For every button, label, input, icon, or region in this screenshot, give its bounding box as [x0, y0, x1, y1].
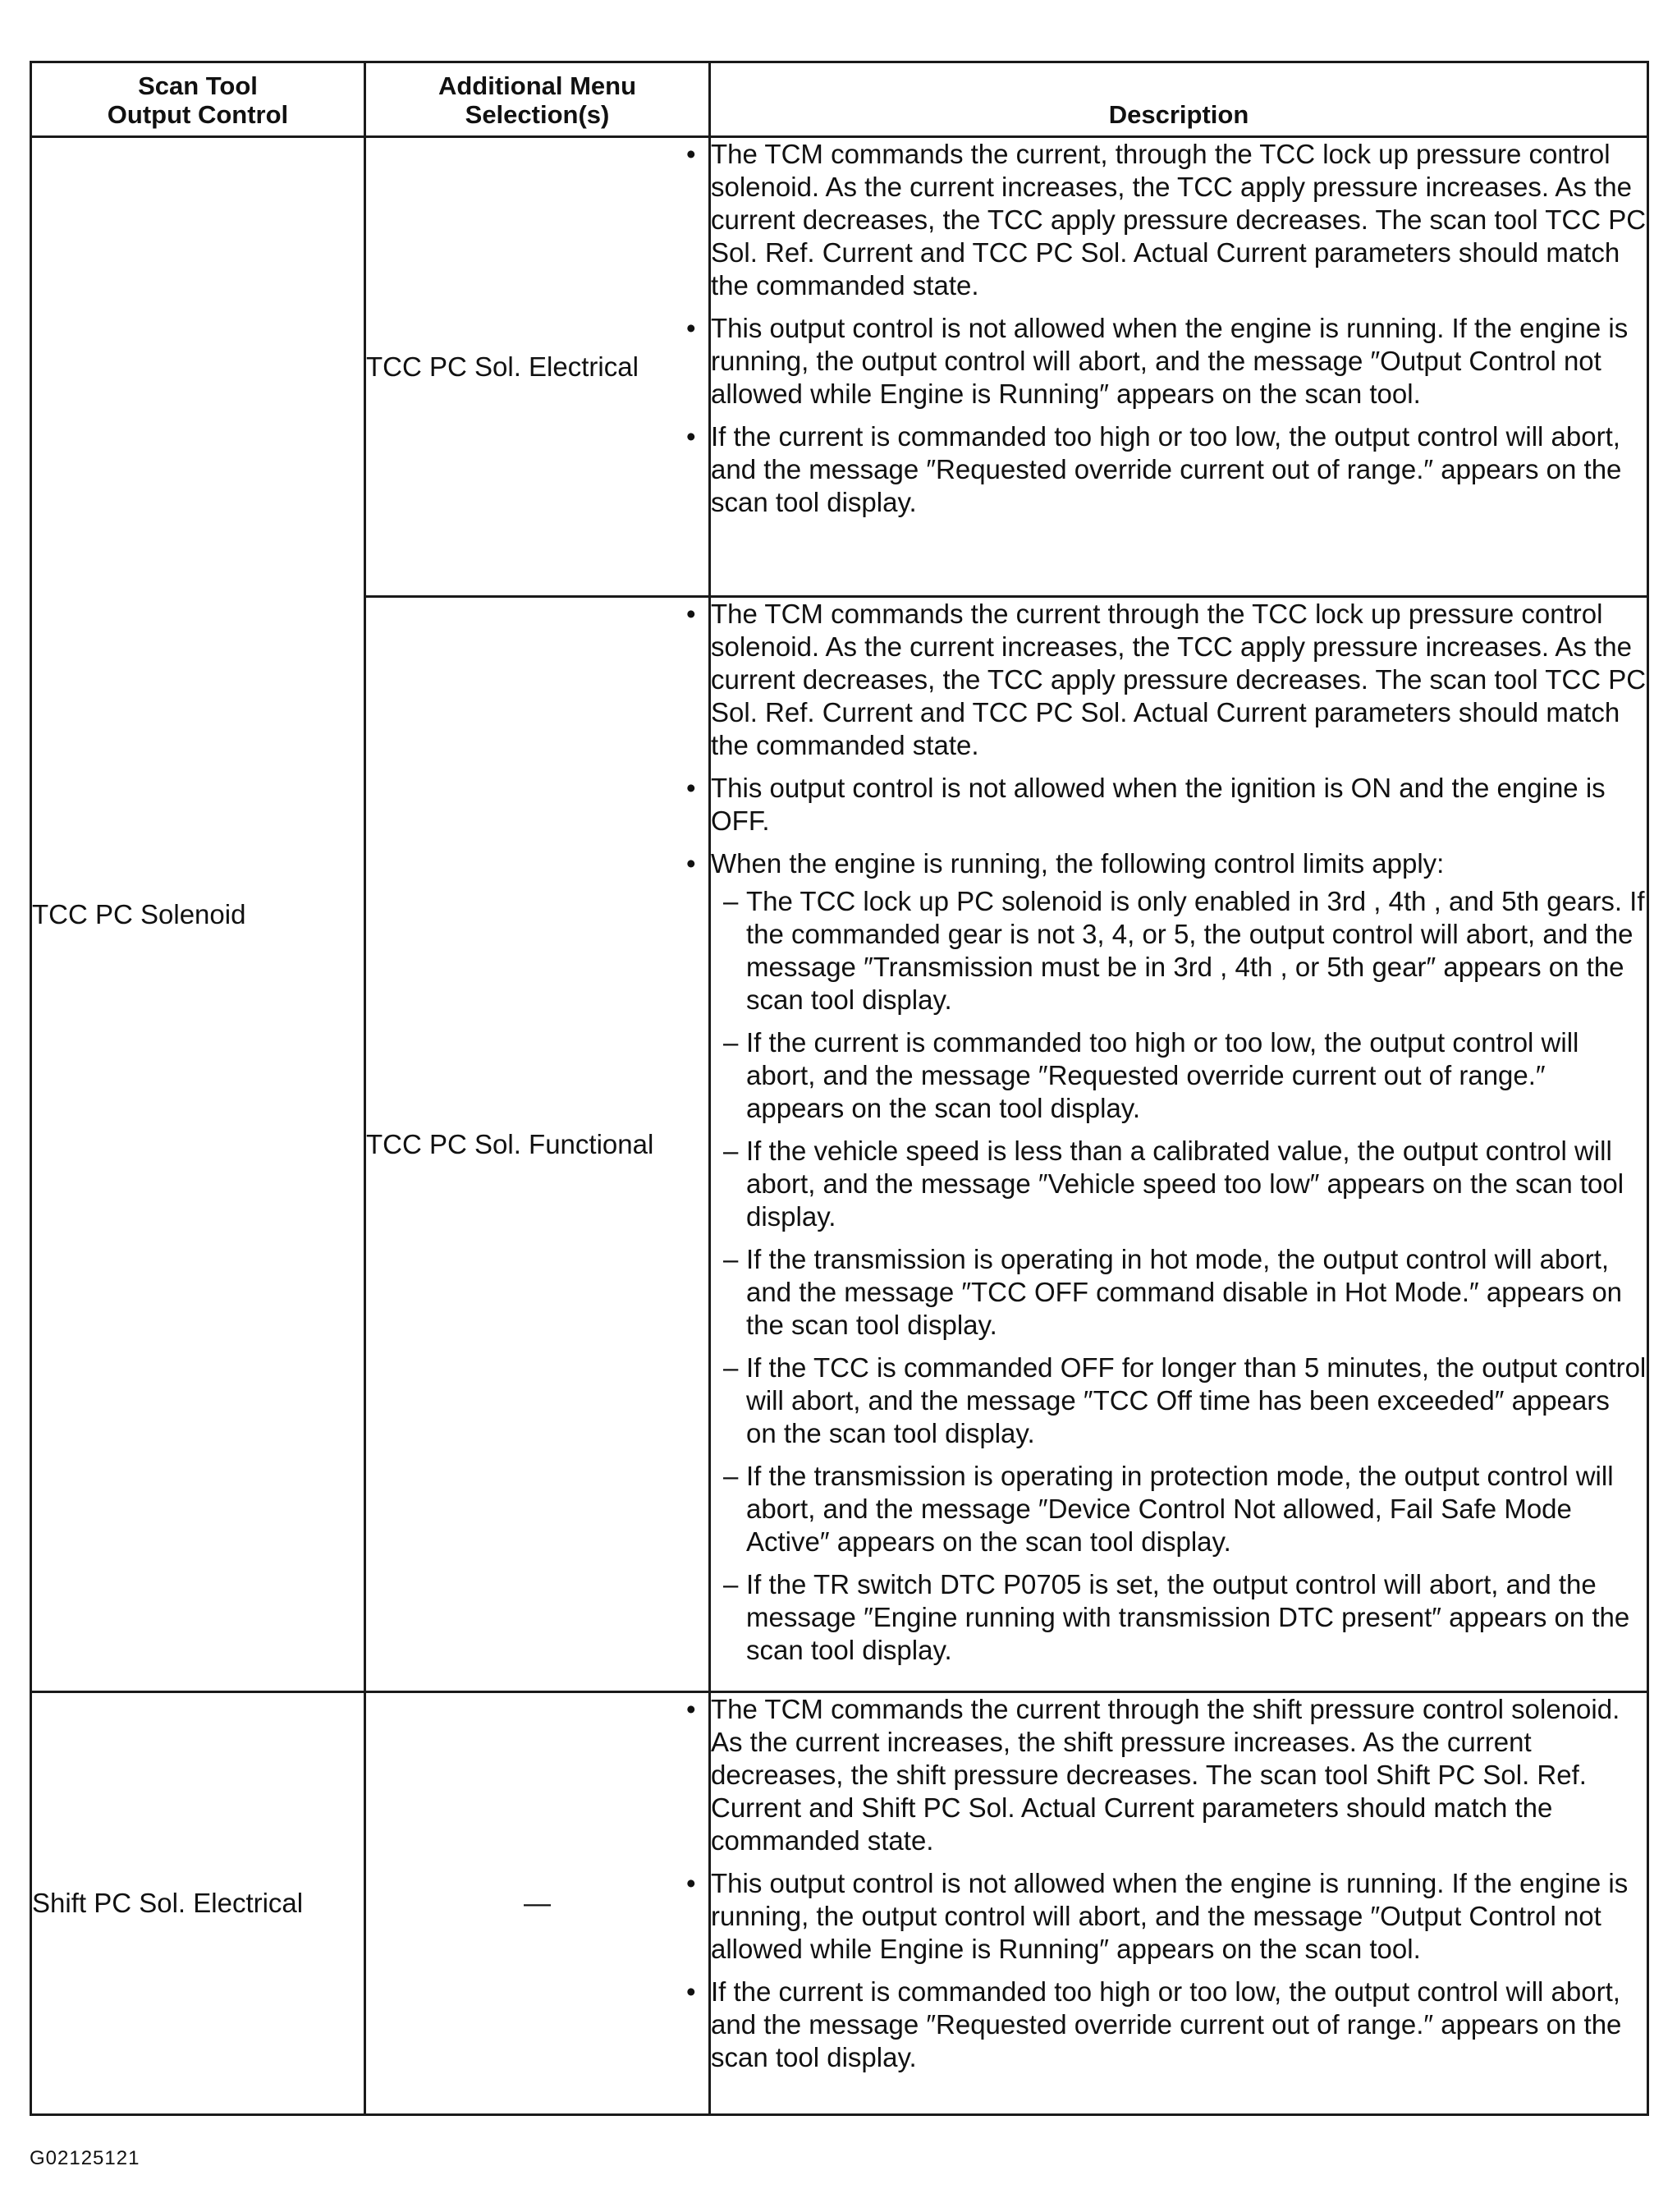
description-list — [711, 598, 1647, 1667]
description-bullet: • If the current is commanded too high or too low, the output control will abort, and the message ″Requested override current out of range.″ appears on the scan tool display. — [711, 1976, 1647, 2074]
output-control-cell — [31, 1692, 365, 2115]
description-bullet: • The TCM commands the current through the TCC lock up pressure control solenoid. As the current increases, the TCC apply pressure increases. As the current decreases, the TCC apply pressure decreases. The scan tool TCC PC Sol. Ref. Current and TCC PC Sol. Actual Current parameters should match the commanded state. — [711, 598, 1647, 762]
description-cell — [710, 137, 1648, 597]
description-cell — [710, 1692, 1648, 2115]
output-control-label: Shift PC Sol. Electrical — [32, 1888, 304, 1918]
control-limit-item: – If the TR switch DTC P0705 is set, the output control will abort, and the message ″Engine running with transmission DTC present″ appears on the scan tool display. — [746, 1568, 1647, 1667]
description-list — [711, 138, 1647, 519]
description-bullet — [711, 847, 1647, 1667]
menu-selection-label: TCC PC Sol. Functional — [366, 1128, 654, 1159]
description-bullet: • This output control is not allowed when the engine is running. If the engine is running, the output control will abort, and the message ″Output Control not allowed while Engine is Running″ appears on the scan tool. — [711, 1867, 1647, 1966]
header-description — [710, 62, 1648, 137]
description-bullet-text: When the engine is running, the following control limits apply: — [711, 848, 1445, 879]
control-limit-item: – If the TCC is commanded OFF for longer than 5 minutes, the output control will abort, and the message ″TCC Off time has been exceeded″ appears on the scan tool display. — [746, 1352, 1647, 1450]
menu-selection-label: — — [524, 1888, 551, 1918]
output-control-label: TCC PC Solenoid — [32, 898, 246, 929]
header-col2-text: Additional Menu Selection(s) — [438, 71, 637, 129]
description-bullet: • The TCM commands the current, through the TCC lock up pressure control solenoid. As the current increases, the TCC apply pressure increases. As the current decreases, the TCC apply pressure decreases. The scan tool TCC PC Sol. Ref. Current and TCC PC Sol. Actual Current parameters should match the commanded state. — [711, 138, 1647, 302]
header-scan-tool-output-control — [31, 62, 365, 137]
menu-selection-label: TCC PC Sol. Electrical — [366, 351, 639, 382]
header-col1-text: Scan Tool Output Control — [107, 71, 289, 129]
description-bullet: • If the current is commanded too high or too low, the output control will abort, and the message ″Requested override current out of range.″ appears on the scan tool display. — [711, 420, 1647, 519]
menu-selection-cell — [365, 597, 710, 1692]
description-bullet: • The TCM commands the current through the shift pressure control solenoid. As the current increases, the shift pressure increases. As the current decreases, the shift pressure decreases. The scan tool Shift PC Sol. Ref. Current and Shift PC Sol. Actual Current parameters should match the commanded state. — [711, 1693, 1647, 1857]
description-bullet: • This output control is not allowed when the ignition is ON and the engine is OFF. — [711, 772, 1647, 838]
control-limit-item: – If the current is commanded too high or too low, the output control will abort, and the message ″Requested override current out of range.″ appears on the scan tool display. — [746, 1026, 1647, 1125]
figure-code: G02125121 — [30, 2147, 140, 2169]
control-limit-item: – If the transmission is operating in hot mode, the output control will abort, and the message ″TCC OFF command disable in Hot Mode.″ appears on the scan tool display. — [746, 1243, 1647, 1342]
menu-selection-cell — [365, 1692, 710, 2115]
control-limit-item: – If the transmission is operating in protection mode, the output control will abort, and the message ″Device Control Not allowed, Fail Safe Mode Active″ appears on the scan tool display. — [746, 1460, 1647, 1558]
control-limit-item: – If the vehicle speed is less than a calibrated value, the output control will abort, and the message ″Vehicle speed too low″ appears on the scan tool display. — [746, 1135, 1647, 1233]
description-list — [711, 1693, 1647, 2074]
control-limits-list — [717, 885, 1647, 1667]
output-control-cell — [31, 137, 365, 1692]
menu-selection-cell — [365, 137, 710, 597]
control-limit-item: – The TCC lock up PC solenoid is only enabled in 3rd , 4th , and 5th gears. If the commanded gear is not 3, 4, or 5, the output control will abort, and the message ″Transmission must be in 3rd , 4th , or 5th gear″ appears on the scan tool display. — [746, 885, 1647, 1017]
table-row — [31, 1692, 1648, 2115]
table-row — [31, 137, 1648, 597]
description-cell — [710, 597, 1648, 1692]
output-control-table — [30, 61, 1649, 2116]
description-bullet: • This output control is not allowed when the engine is running. If the engine is running, the output control will abort, and the message ″Output Control not allowed while Engine is Running″ appears on the scan tool. — [711, 312, 1647, 411]
header-row — [31, 62, 1648, 137]
header-additional-menu-selections — [365, 62, 710, 137]
header-col3-text: Description — [1108, 100, 1249, 129]
